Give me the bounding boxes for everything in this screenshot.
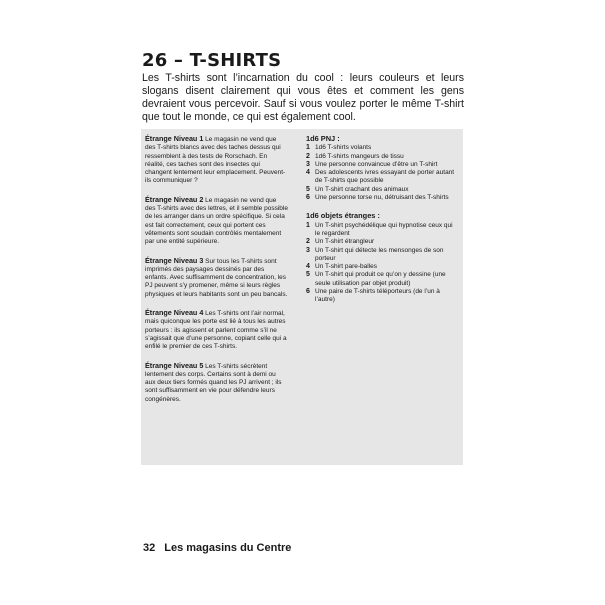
- item-text: 1d6 T-shirts mangeurs de tissu: [315, 152, 404, 160]
- item-text: 1d6 T-shirts volants: [315, 144, 372, 152]
- strange-level-4: [145, 309, 288, 351]
- item-number: 6: [306, 288, 310, 296]
- item-number: 6: [306, 194, 310, 202]
- item-text: Un T-shirt psychédélique qui hypnotise ceux qui le regardent: [315, 221, 453, 237]
- objects-table: [306, 222, 458, 305]
- strange-level-label: Étrange Niveau 2: [145, 194, 204, 204]
- strange-levels-column: [145, 135, 288, 414]
- strange-level-label: Étrange Niveau 4: [145, 308, 204, 318]
- list-item: [306, 288, 458, 305]
- objects-table-title: 1d6 objets étranges :: [306, 211, 380, 221]
- list-item: [306, 169, 458, 186]
- pnj-table: [306, 144, 458, 202]
- pnj-table-title: 1d6 PNJ :: [306, 134, 340, 143]
- item-text: Des adolescents ivres essayant de porter autant de T-shirts que possible: [315, 169, 455, 185]
- random-tables-column: [306, 135, 458, 315]
- strange-level-text: Sur tous les T-shirts sont imprimés des paysages dessinés par des enfants. Avec suffisamment de concentration, les PJ peuvent s’y promener, même si leurs règles physiques et leurs habitants sont un peu bancals.: [145, 257, 288, 298]
- item-number: 1: [306, 144, 310, 152]
- item-text: Un T-shirt crachant des animaux: [315, 185, 409, 193]
- list-item: [306, 263, 458, 271]
- item-number: 5: [306, 185, 310, 193]
- list-item: [306, 153, 458, 161]
- item-number: 2: [306, 238, 310, 246]
- item-number: 4: [306, 169, 310, 177]
- item-number: 2: [306, 152, 310, 160]
- strange-level-5: [145, 362, 288, 404]
- strange-level-text: Les T-shirts ont l’air normal, mais quiconque les porte est lié à tous les autres porteurs : ils agissent et parlent comme s’il ne s’agissait que d’une personne, copiant celle qui a enfilé le premier de ces T-shirts.: [145, 310, 287, 351]
- intro-paragraph: Les T-shirts sont l’incarnation du cool : leurs couleurs et leurs slogans disent clairement qui vous êtes et comment les gens devraient vous percevoir. Sauf si vous voulez porter le même T-shirt que tout le monde, ce qui est également cool.: [142, 72, 464, 123]
- strange-level-1: [145, 135, 288, 186]
- strange-level-label: Étrange Niveau 1: [145, 134, 204, 143]
- item-text: Un T-shirt étrangleur: [315, 238, 375, 246]
- list-item: [306, 194, 458, 202]
- item-number: 5: [306, 271, 310, 279]
- strange-level-label: Étrange Niveau 3: [145, 255, 204, 265]
- strange-level-text: Le magasin ne vend que des T-shirts avec des lettres, et il semble possible de les arranger dans un ordre spécifique. Si cela est fait correctement, ceux qui portent ces vêtements sont soudain contrôlés mentalement par une entité supérieure.: [145, 196, 288, 246]
- strange-level-label: Étrange Niveau 5: [145, 360, 204, 370]
- strange-level-text: Le magasin ne vend que des T-shirts blancs avec des taches dessus qui ressemblent à des tests de Rorschach. En réalité, ces taches sont des insectes qui changent lentement leur emplacement. Peuvent-ils communiquer ?: [145, 136, 286, 185]
- item-text: Une paire de T-shirts téléporteurs (de l’un à l’autre): [315, 288, 440, 304]
- item-text: Un T-shirt qui produit ce qu’on y dessine (une seule utilisation par objet produit): [315, 271, 446, 287]
- strange-level-text: Les T-shirts sécrètent lentement des corps. Certains sont à demi ou aux deux tiers formés quand les PJ arrivent ; ils sont suffisamment en vie pour défendre leurs congénères.: [145, 362, 282, 403]
- item-number: 4: [306, 263, 310, 271]
- section-title: Les magasins du Centre: [164, 542, 292, 554]
- strange-level-2: [145, 196, 288, 247]
- item-text: Un T-shirt qui détecte les mensonges de son porteur: [315, 246, 444, 262]
- item-number: 1: [306, 221, 310, 229]
- strange-level-3: [145, 257, 288, 299]
- item-text: Une personne torse nu, détruisant des T-shirts: [315, 194, 449, 202]
- item-text: Un T-shirt pare-balles: [315, 263, 378, 271]
- list-item: [306, 222, 458, 239]
- list-item: [306, 247, 458, 264]
- page-number: 32: [143, 542, 156, 554]
- list-item: [306, 271, 458, 288]
- list-item: [306, 238, 458, 246]
- page-title: 26 – T-SHIRTS: [142, 50, 282, 71]
- item-text: Une personne convaincue d’être un T-shirt: [315, 160, 438, 168]
- item-number: 3: [306, 246, 310, 254]
- page-footer: [143, 542, 291, 554]
- list-item: [306, 186, 458, 194]
- item-number: 3: [306, 160, 310, 168]
- list-item: [306, 161, 458, 169]
- list-item: [306, 144, 458, 152]
